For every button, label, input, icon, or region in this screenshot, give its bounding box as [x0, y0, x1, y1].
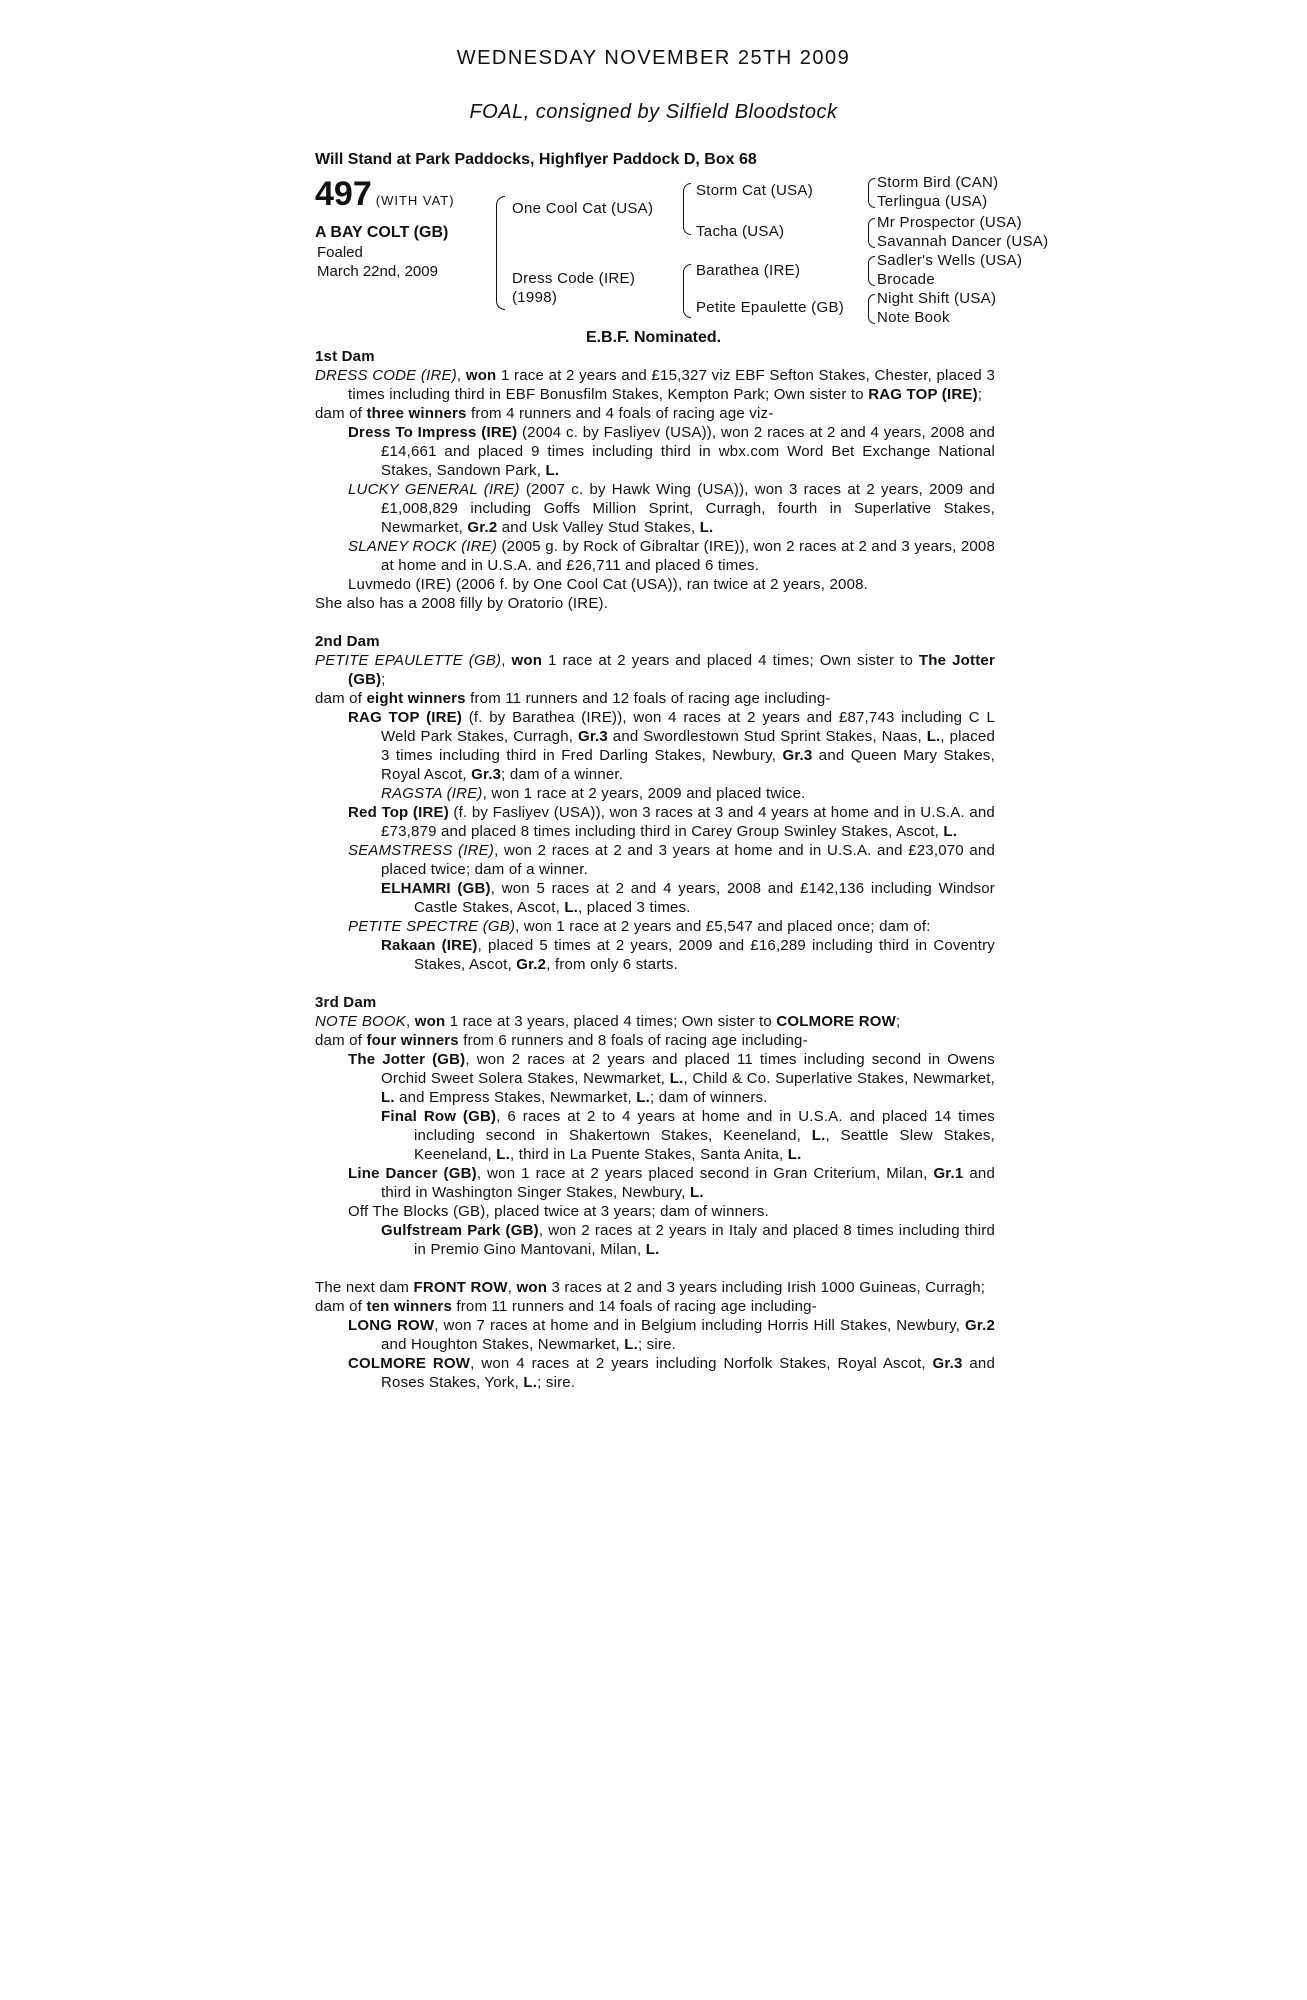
next-dam-produce-summary — [315, 1297, 995, 1316]
produce-entry — [315, 936, 995, 974]
text-run: dam of — [315, 1032, 367, 1049]
pedigree-g-sadlers-wells: Sadler's Wells (USA) — [877, 252, 1023, 269]
text-run: , — [501, 652, 512, 669]
text-run: , placed 3 times. — [578, 899, 691, 916]
italic-run: DRESS CODE (IRE) — [315, 367, 457, 384]
bold-run: Gr.2 — [467, 519, 498, 536]
produce-entry — [315, 423, 995, 480]
bold-run: COLMORE ROW — [776, 1013, 897, 1030]
bold-run: L. — [636, 1089, 650, 1106]
pedigree-g-terlingua: Terlingua (USA) — [877, 193, 988, 210]
produce-entry — [315, 1354, 995, 1392]
text-run: from 6 runners and 8 foals of racing age including- — [458, 1032, 808, 1049]
pedigree-dam: Dress Code (IRE) — [512, 270, 636, 287]
lot-vat-note: (WITH VAT) — [375, 193, 455, 208]
bold-run: L. — [381, 1089, 395, 1106]
text-run: ; sire. — [537, 1374, 576, 1391]
bold-run: Gr.2 — [516, 956, 547, 973]
bold-run: L. — [926, 728, 941, 745]
bold-run: ten winners — [366, 1298, 452, 1315]
produce-entry — [315, 1107, 995, 1164]
produce-entry — [315, 480, 995, 537]
text-run: ; — [896, 1013, 901, 1030]
text-run: from 11 runners and 14 foals of racing age including- — [452, 1298, 817, 1315]
brace-g3 — [868, 256, 875, 286]
bold-run: L. — [689, 1184, 704, 1201]
text-run: , Seattle Slew Stakes, Keeneland, — [414, 1127, 995, 1163]
first-dam-record — [315, 366, 995, 404]
text-run: and Swordlestown Stud Sprint Stakes, Naas, — [607, 728, 927, 745]
stand-location: Will Stand at Park Paddocks, Highflyer Paddock D, Box 68 — [315, 151, 757, 168]
bold-run: COLMORE ROW — [348, 1355, 471, 1372]
text-run: and Queen Mary Stakes, Royal Ascot, — [381, 747, 995, 783]
bold-run: LONG ROW — [348, 1317, 435, 1334]
bold-run: L. — [523, 1374, 538, 1391]
bold-run: four winners — [366, 1032, 459, 1049]
brace-g2 — [868, 218, 875, 248]
text-run: and third in Washington Singer Stakes, Newbury, — [381, 1165, 995, 1201]
produce-entry — [315, 784, 995, 803]
third-dam-heading: 3rd Dam — [315, 994, 377, 1011]
bold-run: L. — [699, 519, 714, 536]
text-run: , won 1 race at 2 years and £5,547 and placed once; dam of: — [515, 918, 931, 935]
bold-run: Gr.3 — [471, 766, 502, 783]
text-run: , won 1 race at 2 years, 2009 and placed twice. — [482, 785, 806, 802]
italic-run: PETITE EPAULETTE (GB) — [315, 652, 502, 669]
bold-run: Rakaan (IRE) — [381, 937, 478, 954]
produce-entry — [315, 841, 995, 879]
pedigree-g-mr-prospector: Mr Prospector (USA) — [877, 214, 1022, 231]
text-run: Luvmedo (IRE) (2006 f. by One Cool Cat (USA)), ran twice at 2 years, 2008. — [348, 576, 869, 593]
pedigree-sire-dam: Tacha (USA) — [696, 223, 785, 240]
text-run: , from only 6 starts. — [546, 956, 678, 973]
text-run: dam of — [315, 690, 367, 707]
bold-run: L. — [496, 1146, 511, 1163]
text-run: (2007 c. by Hawk Wing (USA)), won 3 races at 2 years, 2009 and £1,008,829 including Goffs Million Sprint, Curragh, fourth in Superlative Stakes, Newmarket, — [381, 481, 995, 536]
bold-run: L. — [564, 899, 579, 916]
ebf-nominated: E.B.F. Nominated. — [585, 329, 722, 346]
bold-run: L. — [943, 823, 958, 840]
bold-run: Gr.1 — [933, 1165, 964, 1182]
text-run: ; dam of winners. — [649, 1089, 768, 1106]
bold-run: won — [511, 652, 543, 669]
second-dam-produce-summary — [315, 689, 995, 708]
pedigree-sire-sire: Storm Cat (USA) — [696, 182, 814, 199]
text-run: , won 5 races at 2 and 4 years, 2008 and £142,136 including Windsor Castle Stakes, Ascot, — [414, 880, 995, 916]
text-run: 1 race at 2 years and placed 4 times; Own sister to — [542, 652, 919, 669]
bold-run: L. — [811, 1127, 826, 1144]
text-run: , placed 3 times including third in Fred Darling Stakes, Newbury, — [381, 728, 995, 764]
bold-run: L. — [787, 1146, 802, 1163]
text-run: and Houghton Stakes, Newmarket, — [381, 1336, 625, 1353]
produce-note — [315, 594, 995, 613]
pedigree-dam-dam: Petite Epaulette (GB) — [696, 299, 845, 316]
first-dam-produce-summary — [315, 404, 995, 423]
text-run: dam of — [315, 1298, 367, 1315]
brace-dam-parents — [683, 264, 691, 318]
text-run: 3 races at 2 and 3 years including Irish 1000 Guineas, Curragh; — [547, 1279, 986, 1296]
italic-run: RAGSTA (IRE) — [381, 785, 483, 802]
text-run: , won 2 races at 2 and 3 years at home and in U.S.A. and £23,070 and placed twice; dam of a winner. — [381, 842, 995, 878]
text-run: dam of — [315, 405, 367, 422]
pedigree-g-night-shift: Night Shift (USA) — [877, 290, 997, 307]
text-run: ; — [977, 386, 983, 403]
bold-run: Red Top (IRE) — [348, 804, 449, 821]
produce-entry — [315, 1202, 995, 1221]
produce-entry — [315, 1316, 995, 1354]
bold-run: Dress To Impress (IRE) — [348, 424, 518, 441]
text-run: , third in La Puente Stakes, Santa Anita, — [510, 1146, 788, 1163]
bold-run: won — [516, 1279, 548, 1296]
bold-run: The Jotter (GB) — [348, 1051, 466, 1068]
text-run: and Empress Stakes, Newmarket, — [394, 1089, 637, 1106]
second-dam-heading: 2nd Dam — [315, 633, 380, 650]
bold-run: The Jotter (GB) — [348, 652, 995, 688]
italic-run: SEAMSTRESS (IRE) — [348, 842, 495, 859]
text-run: , — [405, 1013, 415, 1030]
brace-parents — [496, 196, 505, 310]
produce-entry — [315, 1050, 995, 1107]
pedigree-dam-year: (1998) — [512, 289, 558, 306]
foaled-date: March 22nd, 2009 — [317, 263, 438, 280]
produce-entry — [315, 1221, 995, 1259]
bold-run: L. — [669, 1070, 684, 1087]
bold-run: L. — [545, 462, 560, 479]
bold-run: RAG TOP (IRE) — [348, 709, 463, 726]
produce-entry — [315, 575, 995, 594]
text-run: , — [507, 1279, 517, 1296]
first-dam-heading: 1st Dam — [315, 348, 375, 365]
text-run: and Usk Valley Stud Stakes, — [497, 519, 700, 536]
bold-run: Gulfstream Park (GB) — [381, 1222, 539, 1239]
bold-run: L. — [645, 1241, 660, 1258]
pedigree-g-note-book: Note Book — [877, 309, 950, 326]
produce-entry — [315, 537, 995, 575]
text-run: , — [456, 367, 466, 384]
foaled-label: Foaled — [317, 244, 363, 261]
bold-run: Gr.3 — [932, 1355, 963, 1372]
bold-run: won — [465, 367, 497, 384]
italic-run: PETITE SPECTRE (GB) — [348, 918, 516, 935]
text-run: (f. by Barathea (IRE)), won 4 races at 2 years and £87,743 including C L Weld Park Stakes, Curragh, — [381, 709, 995, 745]
bold-run: three winners — [366, 405, 467, 422]
bold-run: FRONT ROW — [413, 1279, 508, 1296]
italic-run: SLANEY ROCK (IRE) — [348, 538, 498, 555]
text-run: ; dam of a winner. — [501, 766, 624, 783]
text-run: She also has a 2008 filly by Oratorio (IRE). — [315, 595, 609, 612]
text-run: 1 race at 3 years, placed 4 times; Own sister to — [445, 1013, 777, 1030]
text-run: Off The Blocks (GB), placed twice at 3 years; dam of winners. — [348, 1203, 769, 1220]
brace-sire-parents — [683, 183, 691, 235]
bold-run: won — [414, 1013, 446, 1030]
lot-description: A BAY COLT (GB) — [315, 224, 449, 241]
pedigree-g-storm-bird: Storm Bird (CAN) — [877, 174, 999, 191]
brace-g1 — [868, 178, 875, 208]
lot-header — [315, 175, 455, 214]
produce-entry — [315, 803, 995, 841]
consignment-line: FOAL, consigned by Silfield Bloodstock — [469, 101, 838, 123]
pedigree-g-savannah-dancer: Savannah Dancer (USA) — [877, 233, 1049, 250]
bold-run: Gr.3 — [577, 728, 608, 745]
text-run: , won 4 races at 2 years including Norfolk Stakes, Royal Ascot, — [470, 1355, 933, 1372]
produce-entry — [315, 879, 995, 917]
text-run: and Roses Stakes, York, — [381, 1355, 995, 1391]
text-run: from 4 runners and 4 foals of racing age viz- — [466, 405, 774, 422]
text-run: from 11 runners and 12 foals of racing age including- — [465, 690, 831, 707]
pedigree-dam-sire: Barathea (IRE) — [696, 262, 801, 279]
bold-run: ELHAMRI (GB) — [381, 880, 491, 897]
text-run: (f. by Fasliyev (USA)), won 3 races at 3 and 4 years at home and in U.S.A. and £73,879 and placed 8 times including third in Carey Group Swinley Stakes, Ascot, — [381, 804, 995, 840]
brace-g4 — [868, 294, 875, 324]
text-run: (2004 c. by Fasliyev (USA)), won 2 races at 2 and 4 years, 2008 and £14,661 and placed 9 times including third in wbx.com Word Bet Exchange National Stakes, Sandown Park, — [381, 424, 995, 479]
bold-run: Line Dancer (GB) — [348, 1165, 477, 1182]
next-dam-record — [315, 1278, 995, 1297]
bold-run: RAG TOP (IRE) — [868, 386, 978, 403]
bold-run: Final Row (GB) — [381, 1108, 497, 1125]
produce-entry — [315, 708, 995, 784]
text-run: , won 2 races at 2 years and placed 11 times including second in Owens Orchid Sweet Solera Stakes, Newmarket, — [381, 1051, 995, 1087]
text-run: The next dam — [315, 1279, 414, 1296]
text-run: , 6 races at 2 to 4 years at home and in U.S.A. and placed 14 times including second in Shakertown Stakes, Keeneland, — [414, 1108, 996, 1144]
sale-date-header: WEDNESDAY NOVEMBER 25TH 2009 — [456, 47, 851, 69]
produce-entry — [315, 917, 995, 936]
text-run: (2005 g. by Rock of Gibraltar (IRE)), won 2 races at 2 and 3 years, 2008 at home and in U.S.A. and £26,711 and placed 6 times. — [381, 538, 995, 574]
foaled-info — [317, 243, 438, 281]
text-run: , placed 5 times at 2 years, 2009 and £16,289 including third in Coventry Stakes, Ascot, — [414, 937, 995, 973]
italic-run: LUCKY GENERAL (IRE) — [348, 481, 520, 498]
produce-entry — [315, 1164, 995, 1202]
bold-run: eight winners — [366, 690, 466, 707]
catalogue-text — [315, 347, 995, 1392]
text-run: , won 7 races at home and in Belgium including Horris Hill Stakes, Newbury, — [434, 1317, 965, 1334]
second-dam-record — [315, 651, 995, 689]
pedigree-g-brocade: Brocade — [877, 271, 935, 288]
third-dam-produce-summary — [315, 1031, 995, 1050]
text-run: , Child & Co. Superlative Stakes, Newmarket, — [683, 1070, 995, 1087]
italic-run: NOTE BOOK — [315, 1013, 406, 1030]
bold-run: Gr.3 — [782, 747, 813, 764]
lot-number: 497 — [315, 175, 372, 213]
bold-run: Gr.2 — [965, 1317, 995, 1334]
text-run: ; sire. — [637, 1336, 677, 1353]
bold-run: L. — [624, 1336, 638, 1353]
pedigree-sire: One Cool Cat (USA) — [512, 200, 654, 217]
text-run: 1 race at 2 years and £15,327 viz EBF Sefton Stakes, Chester, placed 3 times including third in EBF Bonusfilm Stakes, Kempton Park; Own sister to — [348, 367, 995, 403]
text-run: ; — [381, 671, 386, 688]
text-run: , won 1 race at 2 years placed second in Gran Criterium, Milan, — [476, 1165, 934, 1182]
text-run: , won 2 races at 2 years in Italy and placed 8 times including third in Premio Gino Mantovani, Milan, — [414, 1222, 995, 1258]
third-dam-record — [315, 1012, 995, 1031]
